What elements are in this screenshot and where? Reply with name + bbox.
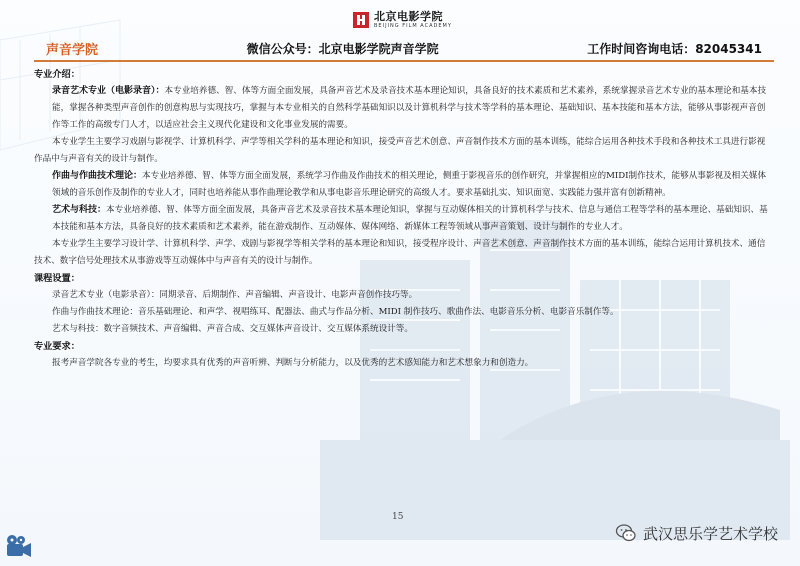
recording-paragraph-2: 本专业学生主要学习戏剧与影视学、计算机科学、声学等相关学科的基本理论和知识，接受声音艺术创意、声音制作技术方面的基本训练，能综合运用各种技术手段和各种技术工具进行影视作品中与声音有关的设计与制作。 — [34, 137, 766, 164]
art-paragraph — [34, 202, 769, 236]
academy-logo — [352, 8, 452, 32]
logo-mark-icon — [352, 11, 370, 29]
recording-title: 录音艺术专业（电影录音）： — [52, 86, 165, 96]
composition-text: 本专业培养德、智、体等方面全面发展，系统学习作曲及作曲技术的相关理论，侧重于影视音乐的创作研究，并掌握相应的MIDI制作技术，能够从事影视及相关媒体领域的音乐创作及制作的专业人才，同时也培养能从事作曲理论教学和从事电影音乐理论研究的高级人才。要求基础扎实、知识面宽、实践能力强并富有创新精神。 — [52, 171, 767, 198]
contact-phone: 工作时间咨询电话：82045341 — [587, 41, 762, 56]
header-band — [34, 36, 774, 62]
recording-paragraph — [34, 83, 769, 134]
composition-title: 作曲与作曲技术理论： — [52, 171, 143, 181]
courses-art: 艺术与科技：数字音频技术、声音编辑、声音合成、交互媒体声音设计、交互媒体系统设计等。 — [52, 324, 413, 334]
section-title: 声音学院 — [46, 42, 99, 58]
main-content — [34, 66, 769, 372]
film-reel-icon — [4, 532, 34, 562]
composition-paragraph — [34, 168, 769, 202]
art-paragraph-2: 本专业学生主要学习设计学、计算机科学、声学、戏剧与影视学等相关学科的基本理论和知识，接受程序设计、声音艺术创意、声音制作技术方面的基本训练，能综合运用计算机技术、通信技术、数字信号处理技术从事游戏等互动媒体中与声音有关的设计与制作。 — [34, 239, 766, 266]
logo-name-cn: 北京电影学院 — [374, 10, 443, 23]
art-text: 本专业培养德、智、体等方面全面发展，具备声音艺术及录音技术基本理论知识，掌握与互动媒体相关的计算机科学与技术、信息与通信工程等学科的基本理论、基础知识、基本技能和基本方法，具备良好的技术素质和艺术素养，能在游戏制作、互动媒体、媒体网络、新媒体工程等领域从事声音策划、设计与制作的专业人才。 — [52, 205, 768, 232]
intro-heading: 专业介绍： — [34, 69, 80, 80]
brand-watermark — [615, 522, 778, 544]
logo-name-en: BEIJING FILM ACADEMY — [374, 23, 452, 29]
courses-recording: 录音艺术专业（电影录音）：同期录音、后期制作、声音编辑、声音设计、电影声音创作技巧等。 — [52, 290, 418, 300]
art-title: 艺术与科技： — [52, 205, 107, 215]
wechat-icon — [615, 522, 637, 544]
wechat-account: 微信公众号：北京电影学院声音学院 — [246, 41, 439, 56]
page-number: 15 — [392, 512, 404, 522]
requirements-text: 报考声音学院各专业的考生，均要求具有优秀的声音听辨、判断与分析能力，以及优秀的艺术感知能力和艺术想象力和创造力。 — [52, 358, 534, 368]
courses-composition: 作曲与作曲技术理论：音乐基础理论、和声学、视唱练耳、配器法、曲式与作品分析、MIDI 制作技巧、歌曲作法、电影音乐分析、电影音乐制作等。 — [52, 307, 619, 317]
brand-name: 武汉思乐学艺术学校 — [642, 524, 778, 543]
courses-heading: 课程设置： — [34, 273, 80, 284]
requirements-heading: 专业要求： — [34, 341, 80, 352]
recording-text: 本专业培养德、智、体等方面全面发展，具备声音艺术及录音技术基本理论知识，具备良好的技术素质和艺术素养，系统掌握录音艺术专业的基本理论和基本技能，掌握各种类型声音创作的创意构思与实现技巧，掌握与本专业相关的自然科学基础知识以及计算机科学与技术等学科的基本理论、基础知识、基本技能和基本方法，能够从事影视声音创作等工作的高级专门人才，以适应社会主义现代化建设和文化事业发展的需要。 — [52, 86, 767, 130]
